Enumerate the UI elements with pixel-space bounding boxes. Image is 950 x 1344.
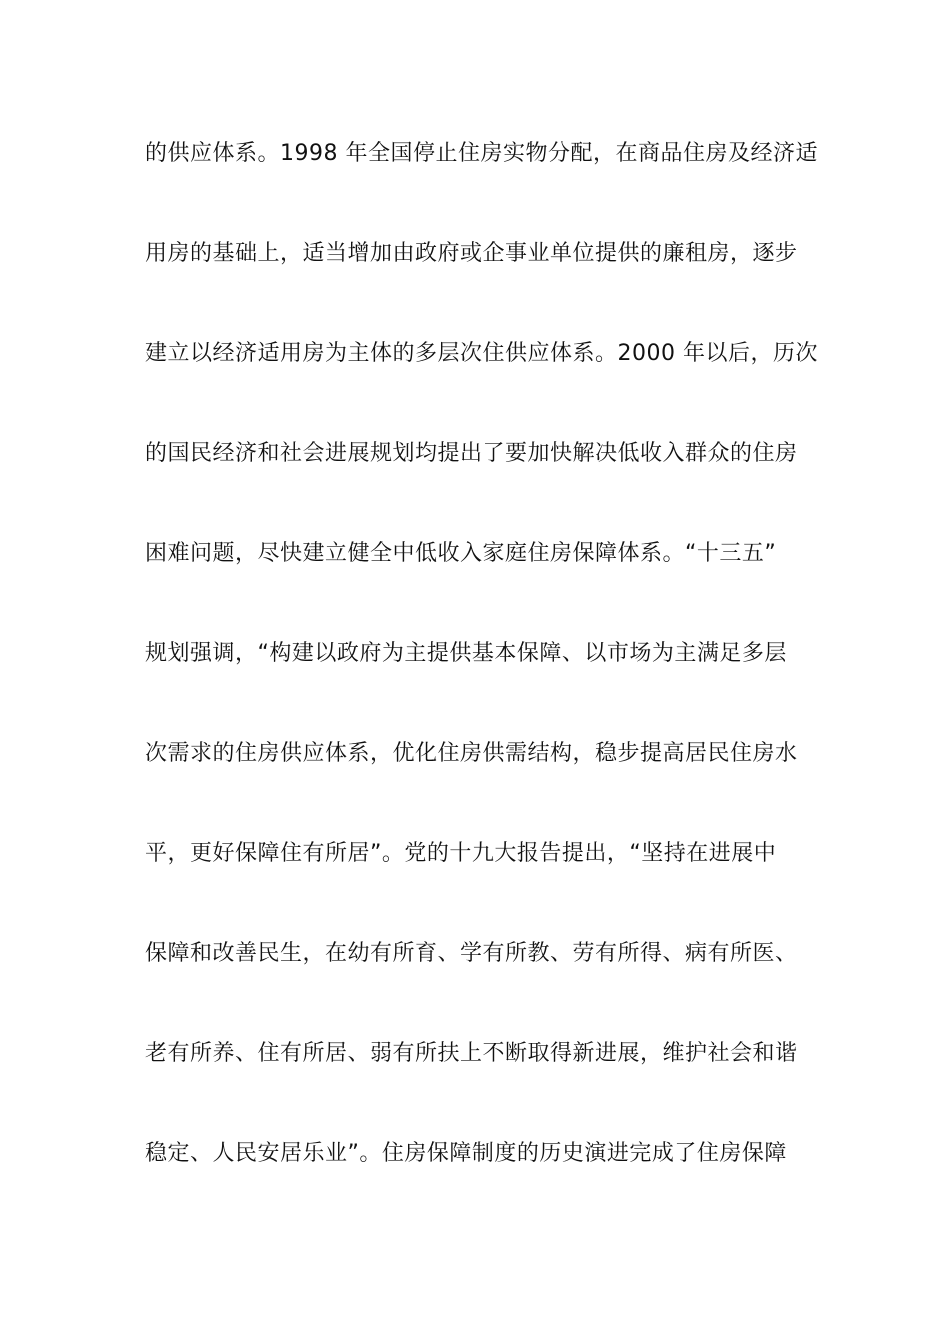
text-line-10: 老有所养、住有所居、弱有所扶上不断取得新进展，维护社会和谐 bbox=[145, 1041, 798, 1066]
text-line-8: 平，更好保障住有所居”。党的十九大报告提出，“坚持在进展中 bbox=[145, 841, 777, 866]
text-line-9: 保障和改善民生，在幼有所育、学有所教、劳有所得、病有所医、 bbox=[145, 941, 798, 966]
text-line-3: 建立以经济适用房为主体的多层次住供应体系。2000 年以后，历次 bbox=[145, 341, 818, 366]
text-line-2: 用房的基础上，适当增加由政府或企事业单位提供的廉租房，逐步 bbox=[145, 241, 798, 266]
text-line-11: 稳定、人民安居乐业”。住房保障制度的历史演进完成了住房保障 bbox=[145, 1141, 787, 1166]
text-line-7: 次需求的住房供应体系，优化住房供需结构，稳步提高居民住房水 bbox=[145, 741, 798, 766]
text-line-6: 规划强调，“构建以政府为主提供基本保障、以市场为主满足多层 bbox=[145, 641, 787, 666]
text-line-1: 的供应体系。1998 年全国停止住房实物分配，在商品住房及经济适 bbox=[145, 141, 818, 166]
text-line-5: 困难问题，尽快建立健全中低收入家庭住房保障体系。“十三五” bbox=[145, 541, 777, 566]
text-line-4: 的国民经济和社会进展规划均提出了要加快解决低收入群众的住房 bbox=[145, 441, 798, 466]
body-paragraph bbox=[145, 132, 818, 1232]
